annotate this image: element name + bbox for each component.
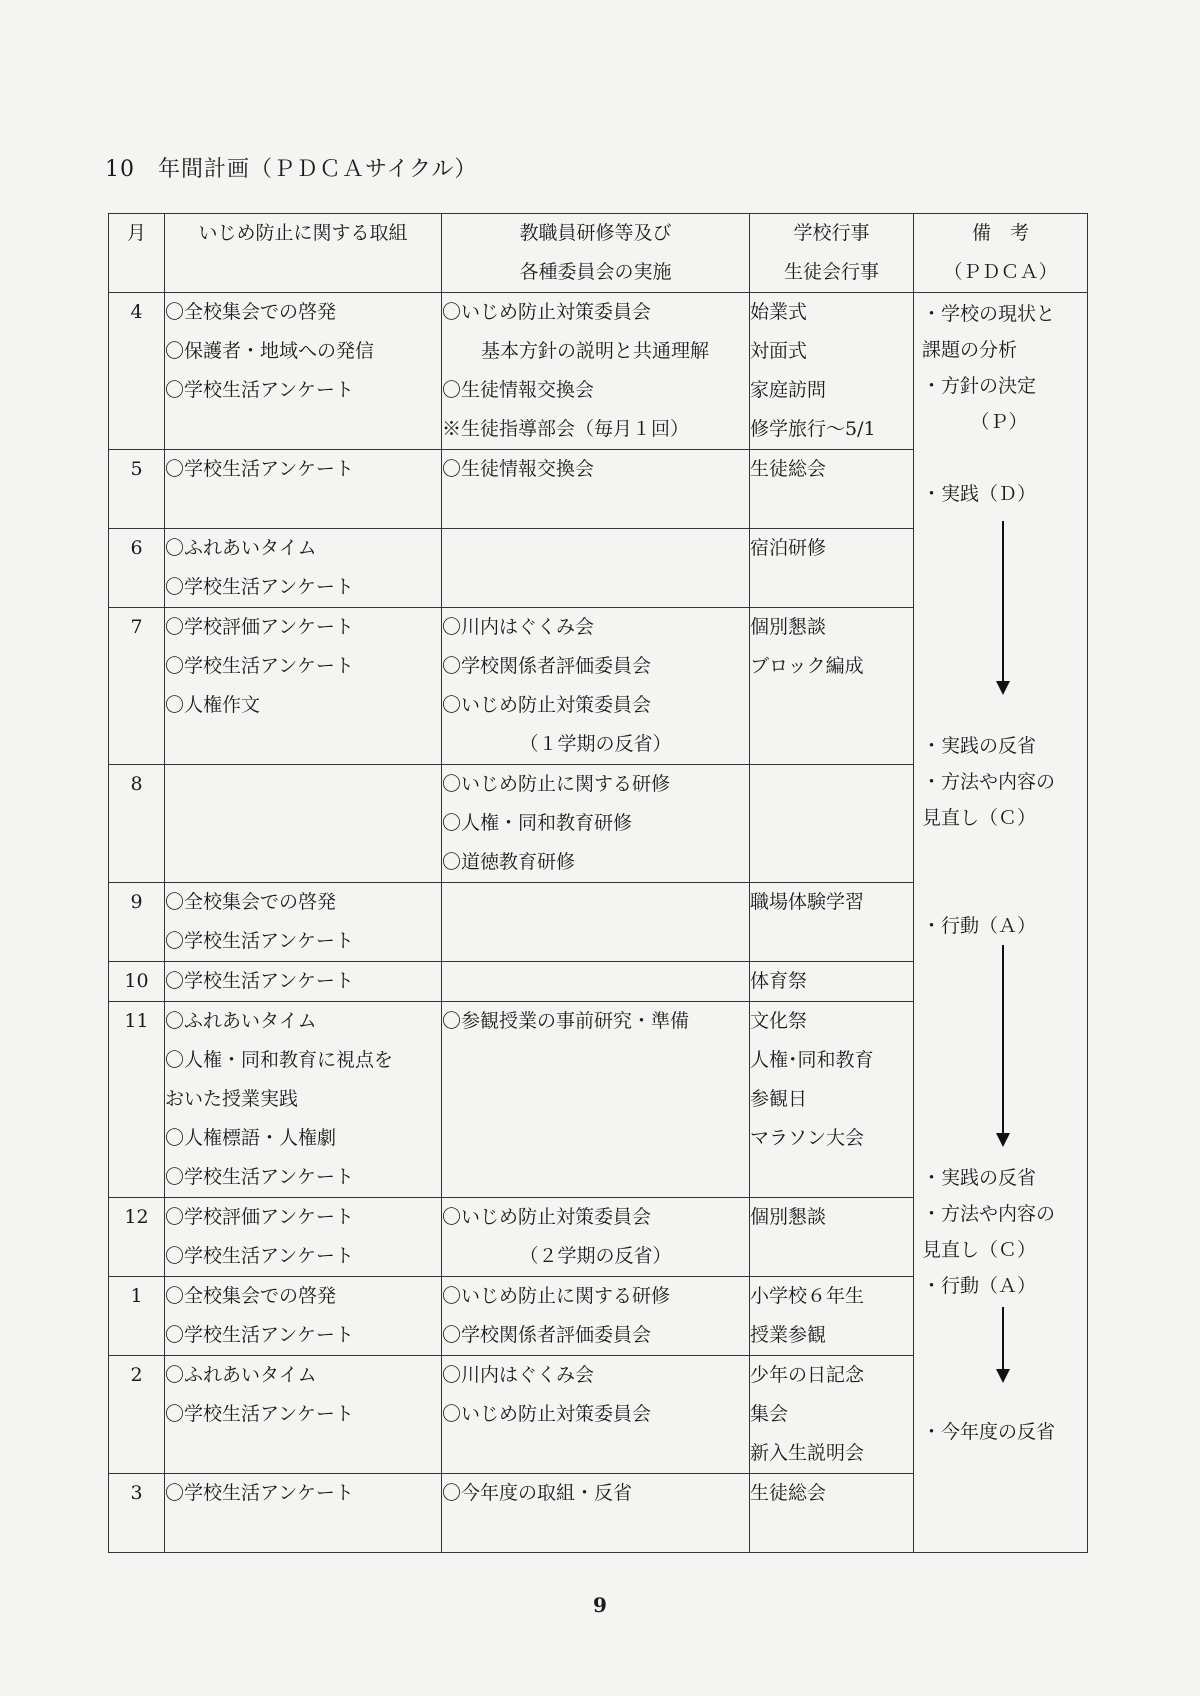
month-cell: 1 — [109, 1277, 165, 1356]
training-line: 〇いじめ防止に関する研修 — [442, 773, 671, 795]
event-line: 集会 — [750, 1403, 789, 1425]
training-cell — [442, 608, 750, 765]
training-cell — [442, 962, 750, 1002]
event-line: ブロック編成 — [750, 655, 864, 677]
training-line: 〇いじめ防止対策委員会 — [442, 1403, 652, 1425]
event-line: 対面式 — [750, 340, 808, 362]
training-cell — [442, 1198, 750, 1277]
remarks-r14: ・今年度の反省 — [922, 1421, 1056, 1443]
down-arrow-icon — [1002, 521, 1004, 683]
initiative-line: 〇人権標語・人権劇 — [165, 1127, 337, 1149]
initiative-cell — [165, 529, 442, 608]
event-line — [750, 843, 913, 882]
initiative-line: 〇ふれあいタイム — [165, 1010, 317, 1032]
event-line: 文化祭 — [750, 1010, 808, 1032]
training-cell — [442, 765, 750, 883]
initiative-line: 〇人権作文 — [165, 694, 261, 716]
event-line — [750, 686, 913, 725]
event-cell — [750, 608, 914, 765]
event-cell — [750, 450, 914, 529]
annual-plan-table — [108, 213, 1088, 1553]
training-line: 〇道徳教育研修 — [442, 851, 576, 873]
initiative-line: 〇全校集会での啓発 — [165, 891, 337, 913]
event-line: 参観日 — [750, 1088, 808, 1110]
initiative-line — [165, 410, 441, 449]
event-line: 個別懇談 — [750, 616, 827, 638]
training-line: ※生徒指導部会（毎月１回） — [442, 418, 690, 440]
initiative-cell — [165, 450, 442, 529]
initiative-cell — [165, 1198, 442, 1277]
initiative-cell — [165, 1277, 442, 1356]
page-number: 9 — [593, 1593, 607, 1617]
event-line — [750, 1158, 913, 1197]
initiative-line: 〇学校生活アンケート — [165, 930, 354, 952]
event-line — [750, 1513, 913, 1552]
training-cell — [442, 529, 750, 608]
training-line: 〇参観授業の事前研究・準備 — [442, 1010, 690, 1032]
initiative-line — [165, 804, 441, 843]
initiative-line: 〇学校生活アンケート — [165, 1166, 354, 1188]
initiative-line — [165, 725, 441, 764]
training-line: （１学期の反省） — [519, 733, 672, 755]
training-line — [442, 922, 749, 961]
training-cell — [442, 883, 750, 962]
header-events: 学校行事 生徒会行事 — [750, 214, 914, 293]
initiative-cell — [165, 962, 442, 1002]
remarks-r4: （Ｐ） — [970, 411, 1028, 433]
initiative-line: 〇人権・同和教育に視点を — [165, 1049, 394, 1071]
training-line — [442, 1080, 749, 1119]
event-line — [750, 568, 913, 607]
initiative-line — [165, 1513, 441, 1552]
down-arrow-icon — [1002, 945, 1004, 1135]
initiative-cell — [165, 293, 442, 450]
remarks-r9: ・行動（Ａ） — [922, 915, 1037, 937]
event-cell — [750, 1198, 914, 1277]
remarks-cell — [914, 293, 1088, 1553]
initiative-cell — [165, 1356, 442, 1474]
month-cell: 2 — [109, 1356, 165, 1474]
initiative-line: 〇学校生活アンケート — [165, 1403, 354, 1425]
event-line — [750, 922, 913, 961]
month-cell: 4 — [109, 293, 165, 450]
training-line — [442, 529, 749, 568]
month-cell: 11 — [109, 1002, 165, 1198]
event-line — [750, 489, 913, 528]
training-line: 〇いじめ防止対策委員会 — [442, 301, 652, 323]
event-cell — [750, 1002, 914, 1198]
month-cell: 8 — [109, 765, 165, 883]
event-line: 授業参観 — [750, 1324, 827, 1346]
training-line: 〇いじめ防止に関する研修 — [442, 1285, 671, 1307]
event-line: 修学旅行～5/1 — [750, 418, 876, 440]
month-cell: 5 — [109, 450, 165, 529]
event-line: 小学校６年生 — [750, 1285, 865, 1307]
down-arrow-icon — [1002, 1307, 1004, 1371]
month-cell: 9 — [109, 883, 165, 962]
event-line: 新入生説明会 — [750, 1442, 865, 1464]
event-line — [750, 1237, 913, 1276]
initiative-line: 〇学校生活アンケート — [165, 1324, 354, 1346]
event-line — [750, 804, 913, 843]
initiative-line: 〇全校集会での啓発 — [165, 1285, 337, 1307]
training-cell — [442, 450, 750, 529]
initiative-cell — [165, 1002, 442, 1198]
remarks-r5: ・実践（Ｄ） — [922, 483, 1037, 505]
training-line — [442, 489, 749, 528]
training-line: 〇学校関係者評価委員会 — [442, 655, 652, 677]
initiative-line: 〇保護者・地域への発信 — [165, 340, 375, 362]
event-line: 少年の日記念 — [750, 1364, 865, 1386]
remarks-r7: ・方法や内容の — [922, 771, 1056, 793]
event-cell — [750, 765, 914, 883]
header-month: 月 — [109, 214, 165, 293]
remarks-r2: 課題の分析 — [922, 339, 1018, 361]
training-line — [442, 1513, 749, 1552]
initiative-cell — [165, 608, 442, 765]
training-cell — [442, 1002, 750, 1198]
event-line — [750, 725, 913, 764]
month-cell: 3 — [109, 1474, 165, 1553]
initiative-cell — [165, 765, 442, 883]
initiative-line: おいた授業実践 — [165, 1088, 299, 1110]
event-line: 宿泊研修 — [750, 537, 827, 559]
initiative-line: 〇学校生活アンケート — [165, 458, 354, 480]
training-line — [442, 568, 749, 607]
initiative-line: 〇学校生活アンケート — [165, 655, 354, 677]
training-line: 〇生徒情報交換会 — [442, 379, 595, 401]
training-line — [442, 1041, 749, 1080]
initiative-line: 〇全校集会での啓発 — [165, 301, 337, 323]
training-line — [442, 1119, 749, 1158]
initiative-line: 〇ふれあいタイム — [165, 537, 317, 559]
remarks-r1: ・学校の現状と — [922, 303, 1056, 325]
header-training: 教職員研修等及び 各種委員会の実施 — [442, 214, 750, 293]
remarks-r10: ・実践の反省 — [922, 1167, 1037, 1189]
training-line: 〇川内はぐくみ会 — [442, 616, 595, 638]
remarks-r12: 見直し（Ｃ） — [922, 1239, 1037, 1261]
event-line: 体育祭 — [750, 970, 808, 992]
initiative-line: 〇学校生活アンケート — [165, 970, 354, 992]
event-line — [750, 765, 913, 804]
training-cell — [442, 1356, 750, 1474]
table-row — [109, 293, 1088, 450]
initiative-line: 〇学校評価アンケート — [165, 616, 354, 638]
remarks-r3: ・方針の決定 — [922, 375, 1037, 397]
initiative-line: 〇学校評価アンケート — [165, 1206, 354, 1228]
initiative-line — [165, 1434, 441, 1473]
event-line: 生徒総会 — [750, 458, 827, 480]
initiative-line: 〇学校生活アンケート — [165, 576, 354, 598]
initiative-line: 〇ふれあいタイム — [165, 1364, 317, 1386]
initiative-cell — [165, 1474, 442, 1553]
training-line — [442, 1434, 749, 1473]
event-line: 生徒総会 — [750, 1482, 827, 1504]
remarks-r11: ・方法や内容の — [922, 1203, 1056, 1225]
event-cell — [750, 962, 914, 1002]
initiative-line: 〇学校生活アンケート — [165, 1482, 354, 1504]
event-cell — [750, 883, 914, 962]
training-line — [442, 883, 749, 922]
event-cell — [750, 1356, 914, 1474]
initiative-cell — [165, 883, 442, 962]
event-cell — [750, 529, 914, 608]
event-line: 職場体験学習 — [750, 891, 865, 913]
initiative-line — [165, 843, 441, 882]
training-line: 〇いじめ防止対策委員会 — [442, 694, 652, 716]
section-title: 10 年間計画（ＰＤＣＡサイクル） — [105, 157, 478, 182]
event-line: マラソン大会 — [750, 1127, 865, 1149]
training-cell — [442, 293, 750, 450]
initiative-line: 〇学校生活アンケート — [165, 1245, 354, 1267]
event-line: 個別懇談 — [750, 1206, 827, 1228]
event-line: 人権･同和教育 — [750, 1049, 874, 1071]
initiative-line: 〇学校生活アンケート — [165, 379, 354, 401]
month-cell: 6 — [109, 529, 165, 608]
event-cell — [750, 293, 914, 450]
initiative-line — [165, 489, 441, 528]
header-remarks: 備 考 （ＰＤＣＡ） — [914, 214, 1088, 293]
training-line: 〇今年度の取組・反省 — [442, 1482, 633, 1504]
header-initiatives: いじめ防止に関する取組 — [165, 214, 442, 293]
training-line — [442, 962, 749, 1001]
event-cell — [750, 1474, 914, 1553]
training-line: 〇人権・同和教育研修 — [442, 812, 633, 834]
training-line: （２学期の反省） — [519, 1245, 672, 1267]
remarks-r8: 見直し（Ｃ） — [922, 807, 1037, 829]
training-cell — [442, 1474, 750, 1553]
header-row — [109, 214, 1088, 293]
training-line: 〇いじめ防止対策委員会 — [442, 1206, 652, 1228]
remarks-r6: ・実践の反省 — [922, 735, 1037, 757]
training-cell — [442, 1277, 750, 1356]
initiative-line — [165, 765, 441, 804]
event-cell — [750, 1277, 914, 1356]
training-line — [442, 1158, 749, 1197]
month-cell: 7 — [109, 608, 165, 765]
training-line: 〇学校関係者評価委員会 — [442, 1324, 652, 1346]
month-cell: 12 — [109, 1198, 165, 1277]
event-line: 始業式 — [750, 301, 808, 323]
event-line: 家庭訪問 — [750, 379, 827, 401]
month-cell: 10 — [109, 962, 165, 1002]
training-line: 〇生徒情報交換会 — [442, 458, 595, 480]
training-line: 基本方針の説明と共通理解 — [462, 340, 710, 362]
remarks-r13: ・行動（Ａ） — [922, 1275, 1037, 1297]
training-line: 〇川内はぐくみ会 — [442, 1364, 595, 1386]
